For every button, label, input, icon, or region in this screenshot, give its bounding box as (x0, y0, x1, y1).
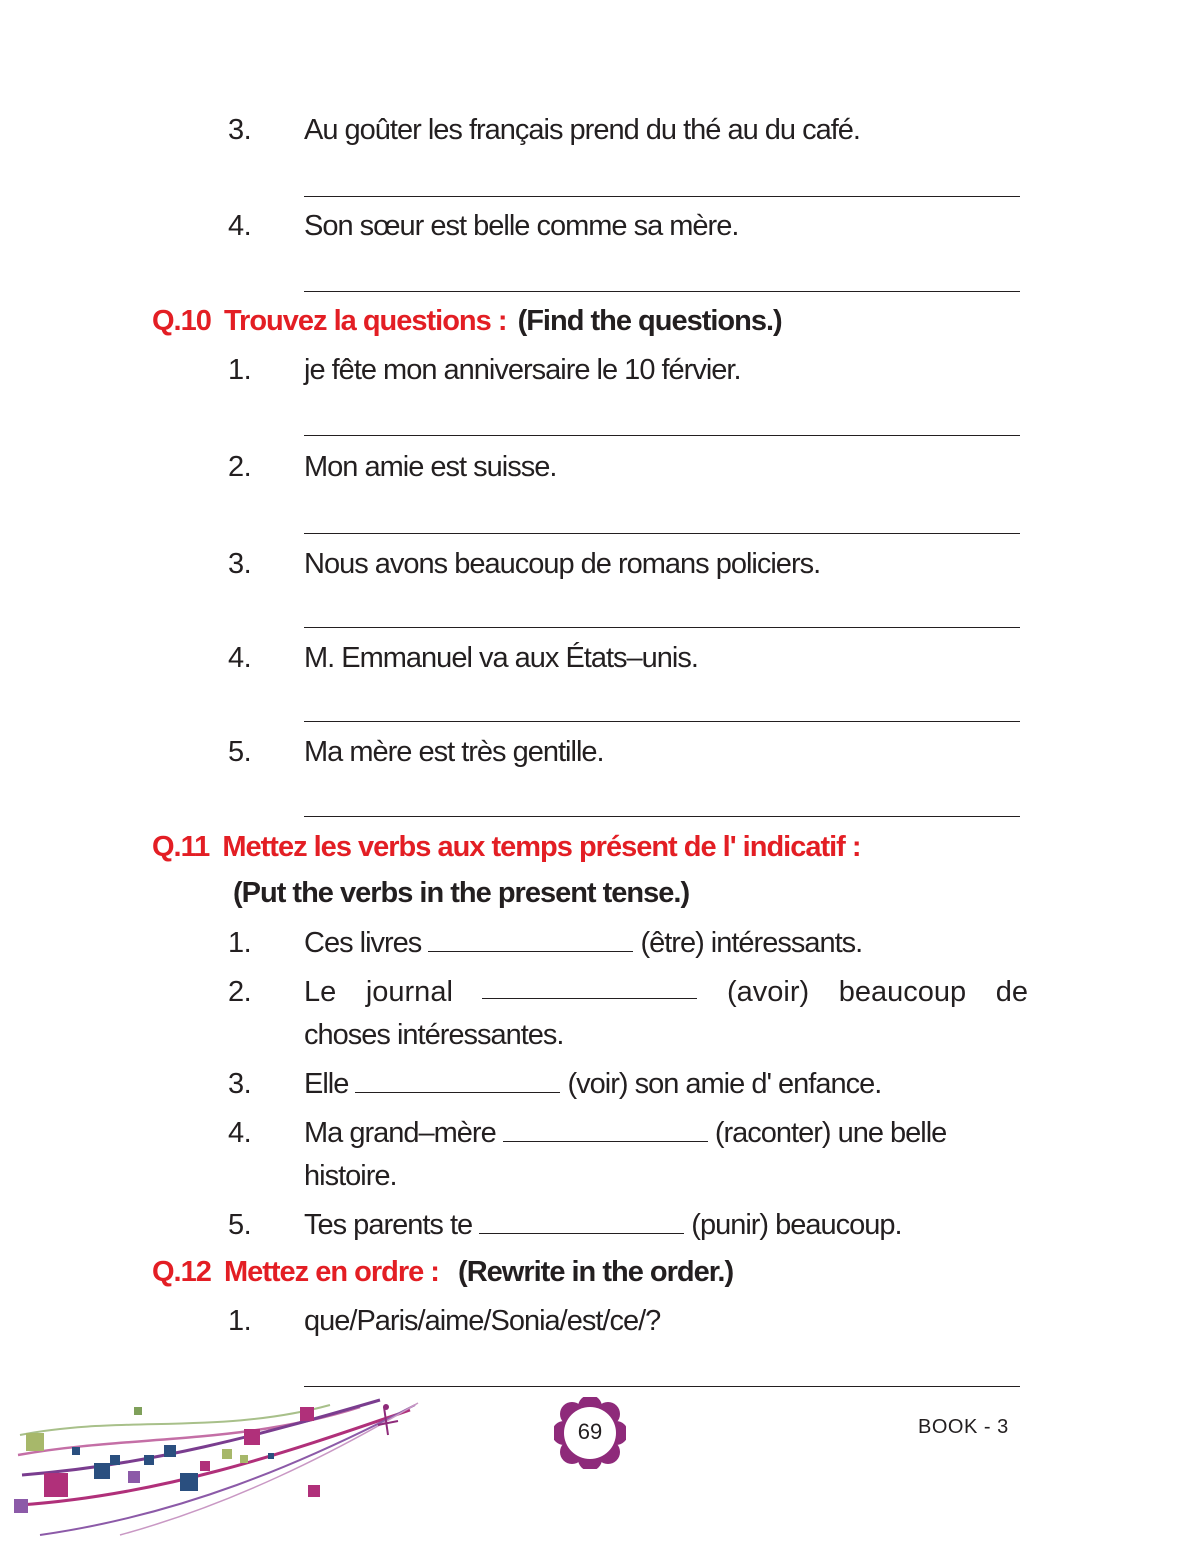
item-verb: (punir) beaucoup. (691, 1209, 902, 1241)
item-number: 3. (228, 114, 252, 146)
decorative-swirl (0, 1395, 430, 1545)
item-verb: (être) intéressants. (640, 927, 863, 959)
item-number: 2. (228, 976, 252, 1008)
item-sentence (304, 1068, 881, 1101)
item-text: je fête mon anniversaire le 10 férvier. (304, 354, 741, 386)
item-verb: (voir) son amie d' enfance. (567, 1068, 882, 1100)
item-number: 1. (228, 354, 252, 386)
page-number: 69 (577, 1419, 603, 1444)
q11-title: Mettez les verbs aux temps présent de l' indicatif : (222, 831, 861, 863)
answer-line[interactable] (304, 627, 1020, 628)
q11-heading (152, 831, 861, 864)
item-text: Mon amie est suisse. (304, 451, 557, 483)
answer-line[interactable] (304, 291, 1020, 292)
item-text-before: Elle (304, 1068, 349, 1100)
item-number: 3. (228, 548, 252, 580)
item-text: que/Paris/aime/Sonia/est/ce/? (304, 1305, 661, 1337)
item-continuation: histoire. (304, 1160, 397, 1192)
page-number-badge (554, 1397, 626, 1469)
fill-blank[interactable] (503, 1119, 708, 1142)
item-verb: (raconter) une belle (714, 1117, 947, 1149)
item-word: journal (365, 976, 453, 1008)
item-number: 3. (228, 1068, 252, 1100)
fill-blank[interactable] (482, 976, 697, 999)
item-text-before: Ces livres (304, 927, 422, 959)
item-text: Ma mère est très gentille. (304, 736, 604, 768)
item-number: 5. (228, 1209, 252, 1241)
answer-line[interactable] (304, 533, 1020, 534)
item-number: 4. (228, 210, 252, 242)
book-label: BOOK - 3 (918, 1416, 1009, 1438)
item-sentence (304, 927, 862, 960)
item-word: (avoir) (727, 976, 810, 1008)
item-number: 2. (228, 451, 252, 483)
q10-heading (152, 305, 782, 338)
answer-line[interactable] (304, 721, 1020, 722)
item-text: M. Emmanuel va aux États–unis. (304, 642, 698, 674)
item-word: beaucoup (838, 976, 967, 1008)
fill-blank[interactable] (428, 929, 633, 952)
item-text: Son sœur est belle comme sa mère. (304, 210, 739, 242)
item-number: 4. (228, 1117, 252, 1149)
item-word: de (995, 976, 1028, 1008)
q11-translation: (Put the verbs in the present tense.) (233, 877, 690, 909)
answer-line[interactable] (304, 196, 1020, 197)
item-number: 4. (228, 642, 252, 674)
answer-line[interactable] (304, 1386, 1020, 1387)
item-sentence (304, 1117, 946, 1150)
q12-label: Q.12 (152, 1256, 211, 1288)
item-sentence (304, 1209, 902, 1242)
item-text: Nous avons beaucoup de romans policiers. (304, 548, 821, 580)
fill-blank[interactable] (355, 1070, 560, 1093)
q10-title: Trouvez la questions : (223, 305, 507, 337)
item-number: 1. (228, 927, 252, 959)
q12-translation: (Rewrite in the order.) (458, 1256, 734, 1288)
q10-label: Q.10 (152, 305, 211, 337)
item-text: Au goûter les français prend du thé au du café. (304, 114, 860, 146)
item-text-before: Ma grand–mère (304, 1117, 496, 1149)
q10-translation: (Find the questions.) (517, 305, 782, 337)
item-word: Le (304, 976, 337, 1008)
item-text-before: Tes parents te (304, 1209, 473, 1241)
fill-blank[interactable] (479, 1211, 684, 1234)
item-continuation: choses intéressantes. (304, 1019, 564, 1051)
q12-heading (152, 1256, 733, 1289)
q11-label: Q.11 (152, 831, 210, 863)
item-sentence (304, 976, 1028, 1009)
item-number: 1. (228, 1305, 252, 1337)
q12-title: Mettez en ordre : (223, 1256, 439, 1288)
answer-line[interactable] (304, 816, 1020, 817)
answer-line[interactable] (304, 435, 1020, 436)
item-number: 5. (228, 736, 252, 768)
